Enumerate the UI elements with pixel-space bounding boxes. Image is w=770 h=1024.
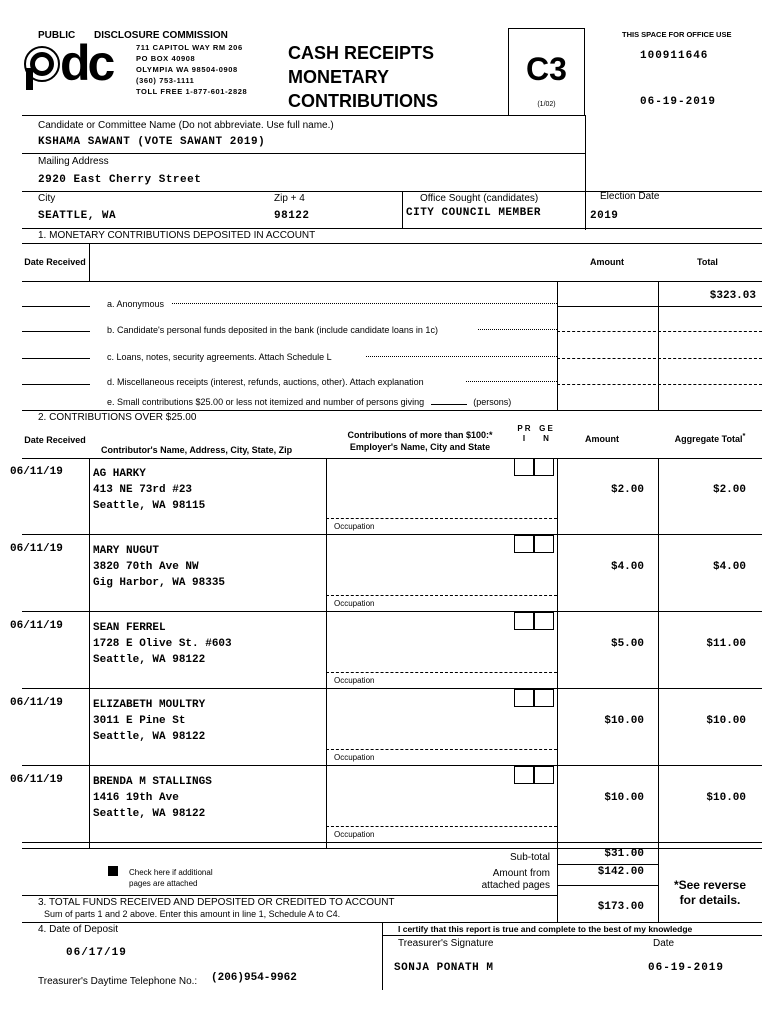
treasurer-phone: (206)954-9962 xyxy=(211,972,297,984)
occupation-label: Occupation xyxy=(334,830,375,839)
occupation-label: Occupation xyxy=(334,676,375,685)
section1-amount-header: Amount xyxy=(590,257,624,267)
section1-line-a: a. Anonymous xyxy=(107,299,165,309)
contributor-street: 1728 E Olive St. #603 xyxy=(93,638,232,650)
contributor-name: SEAN FERREL xyxy=(93,622,166,634)
mailing-address: 2920 East Cherry Street xyxy=(38,174,202,186)
deposit-date-label: 4. Date of Deposit xyxy=(38,924,119,935)
sign-date: 06-19-2019 xyxy=(648,962,725,974)
contribution-amount: $5.00 xyxy=(610,638,644,650)
general-checkbox[interactable] xyxy=(534,766,554,784)
general-checkbox[interactable] xyxy=(534,535,554,553)
primary-checkbox[interactable] xyxy=(514,612,534,630)
primary-checkbox[interactable] xyxy=(514,689,534,707)
attached-pages-label: Amount from attached pages xyxy=(481,868,550,891)
section1-line-d: d. Miscellaneous receipts (interest, refunds, auctions, other). Attach explanation xyxy=(107,377,424,387)
total-funds-value: $173.00 xyxy=(597,901,644,913)
pdc-logo xyxy=(22,40,134,92)
form-title: CASH RECEIPTS MONETARY CONTRIBUTIONS xyxy=(288,43,438,111)
contributor-city: Seattle, WA 98122 xyxy=(93,808,206,820)
general-checkbox[interactable] xyxy=(534,458,554,476)
contributor-info xyxy=(93,697,205,745)
contribution-date: 06/11/19 xyxy=(10,543,63,555)
contribution-aggregate: $4.00 xyxy=(712,561,746,573)
general-checkbox[interactable] xyxy=(534,689,554,707)
see-reverse-note: *See reverse for details. xyxy=(673,878,747,907)
contributor-info xyxy=(93,466,205,514)
contribution-amount: $4.00 xyxy=(610,561,644,573)
general-header: G E N xyxy=(539,424,553,443)
section3-title: 3. TOTAL FUNDS RECEIVED AND DEPOSITED OR CREDITED TO ACCOUNT xyxy=(38,897,395,908)
deposit-date: 06/17/19 xyxy=(66,947,127,959)
section2-date-header: Date Received xyxy=(24,435,86,445)
mailing-address-label: Mailing Address xyxy=(38,156,109,167)
office-sought: CITY COUNCIL MEMBER xyxy=(406,207,541,219)
attached-pages-value: $142.00 xyxy=(597,866,644,878)
contributor-city: Seattle, WA 98115 xyxy=(93,500,206,512)
aggregate-header: Aggregate Total* xyxy=(674,431,746,444)
office-use-label: THIS SPACE FOR OFFICE USE xyxy=(622,30,732,39)
contribution-aggregate: $11.00 xyxy=(706,638,746,650)
office-id: 100911646 xyxy=(640,50,709,62)
signature-label: Treasurer's Signature xyxy=(398,938,494,949)
contributor-street: 413 NE 73rd #23 xyxy=(93,484,193,496)
occupation-label: Occupation xyxy=(334,599,375,608)
section1-date-header: Date Received xyxy=(24,257,86,267)
section2-amount-header: Amount xyxy=(585,434,619,444)
primary-checkbox[interactable] xyxy=(514,766,534,784)
contribution-amount: $10.00 xyxy=(604,715,644,727)
section3-subtitle: Sum of parts 1 and 2 above. Enter this amount in line 1, Schedule A to C4. xyxy=(44,909,341,919)
contribution-date: 06/11/19 xyxy=(10,466,63,478)
contributor-name: MARY NUGUT xyxy=(93,545,160,557)
candidate-name: KSHAMA SAWANT (VOTE SAWANT 2019) xyxy=(38,136,266,148)
employer-header: Contributions of more than $100:* Employer's Name, City and State xyxy=(347,430,493,452)
phone-label: Treasurer's Daytime Telephone No.: xyxy=(38,976,198,987)
agency-name-left: PUBLIC xyxy=(38,30,76,41)
form-code: C3 xyxy=(526,51,567,87)
city: SEATTLE, WA xyxy=(38,210,117,222)
city-label: City xyxy=(38,193,56,204)
subtotal-value: $31.00 xyxy=(604,848,644,860)
contribution-amount: $2.00 xyxy=(610,484,644,496)
election-date-label: Election Date xyxy=(600,191,660,202)
subtotal-label: Sub-total xyxy=(509,852,550,863)
primary-checkbox[interactable] xyxy=(514,458,534,476)
section1-line-e: e. Small contributions $25.00 or less not itemized and number of persons giving (persons) xyxy=(107,397,512,407)
certification-text: I certify that this report is true and complete to the best of my knowledge xyxy=(398,924,693,934)
contributor-street: 1416 19th Ave xyxy=(93,792,179,804)
candidate-name-label: Candidate or Committee Name (Do not abbreviate. Use full name.) xyxy=(38,120,334,131)
agency-name-right: DISCLOSURE COMMISSION xyxy=(94,30,228,41)
contributor-city: Seattle, WA 98122 xyxy=(93,654,206,666)
contribution-amount: $10.00 xyxy=(604,792,644,804)
sign-date-label: Date xyxy=(653,938,675,949)
section1-line-b: b. Candidate's personal funds deposited in the bank (include candidate loans in 1c) xyxy=(107,325,438,335)
primary-checkbox[interactable] xyxy=(514,535,534,553)
additional-pages-checkbox[interactable] xyxy=(108,866,118,876)
contributor-street: 3820 70th Ave NW xyxy=(93,561,199,573)
contributor-city: Seattle, WA 98122 xyxy=(93,731,206,743)
office-date: 06-19-2019 xyxy=(640,96,717,108)
svg-text:dc: dc xyxy=(60,40,113,91)
additional-pages-label: Check here if additional pages are attached xyxy=(129,868,213,888)
contribution-date: 06/11/19 xyxy=(10,620,63,632)
treasurer-signature: SONJA PONATH M xyxy=(394,962,494,974)
primary-header: P R I xyxy=(517,424,531,443)
anonymous-total: $323.03 xyxy=(709,290,756,302)
contributor-info xyxy=(93,620,232,668)
section1-total-header: Total xyxy=(697,257,718,267)
section2-title: 2. CONTRIBUTIONS OVER $25.00 xyxy=(38,412,197,423)
contribution-date: 06/11/19 xyxy=(10,697,63,709)
section1-line-c: c. Loans, notes, security agreements. Attach Schedule L xyxy=(107,352,332,362)
zip: 98122 xyxy=(274,210,310,222)
section1-title: 1. MONETARY CONTRIBUTIONS DEPOSITED IN ACCOUNT xyxy=(38,230,316,241)
contributor-name: BRENDA M STALLINGS xyxy=(93,776,212,788)
contributor-info xyxy=(93,543,225,591)
occupation-label: Occupation xyxy=(334,753,375,762)
contribution-aggregate: $10.00 xyxy=(706,792,746,804)
form-code-box xyxy=(508,28,585,116)
contribution-date: 06/11/19 xyxy=(10,774,63,786)
contribution-aggregate: $10.00 xyxy=(706,715,746,727)
occupation-label: Occupation xyxy=(334,522,375,531)
form-version: (1/02) xyxy=(537,101,556,108)
office-sought-label: Office Sought (candidates) xyxy=(420,193,539,204)
contributor-header: Contributor's Name, Address, City, State, Zip xyxy=(101,445,293,455)
election-date: 2019 xyxy=(590,210,619,222)
zip-label: Zip + 4 xyxy=(274,193,305,204)
contributor-info xyxy=(93,774,212,822)
contributor-name: AG HARKY xyxy=(93,468,146,480)
contribution-aggregate: $2.00 xyxy=(712,484,746,496)
general-checkbox[interactable] xyxy=(534,612,554,630)
agency-address: 711 CAPITOL WAY RM 206 PO BOX 40908 OLYMPIA WA 98504-0908 (360) 753-1111 TOLL FREE 1-877-601-2828 xyxy=(136,43,248,96)
contributor-name: ELIZABETH MOULTRY xyxy=(93,699,206,711)
contributor-city: Gig Harbor, WA 98335 xyxy=(93,577,226,589)
contributor-street: 3011 E Pine St xyxy=(93,715,186,727)
